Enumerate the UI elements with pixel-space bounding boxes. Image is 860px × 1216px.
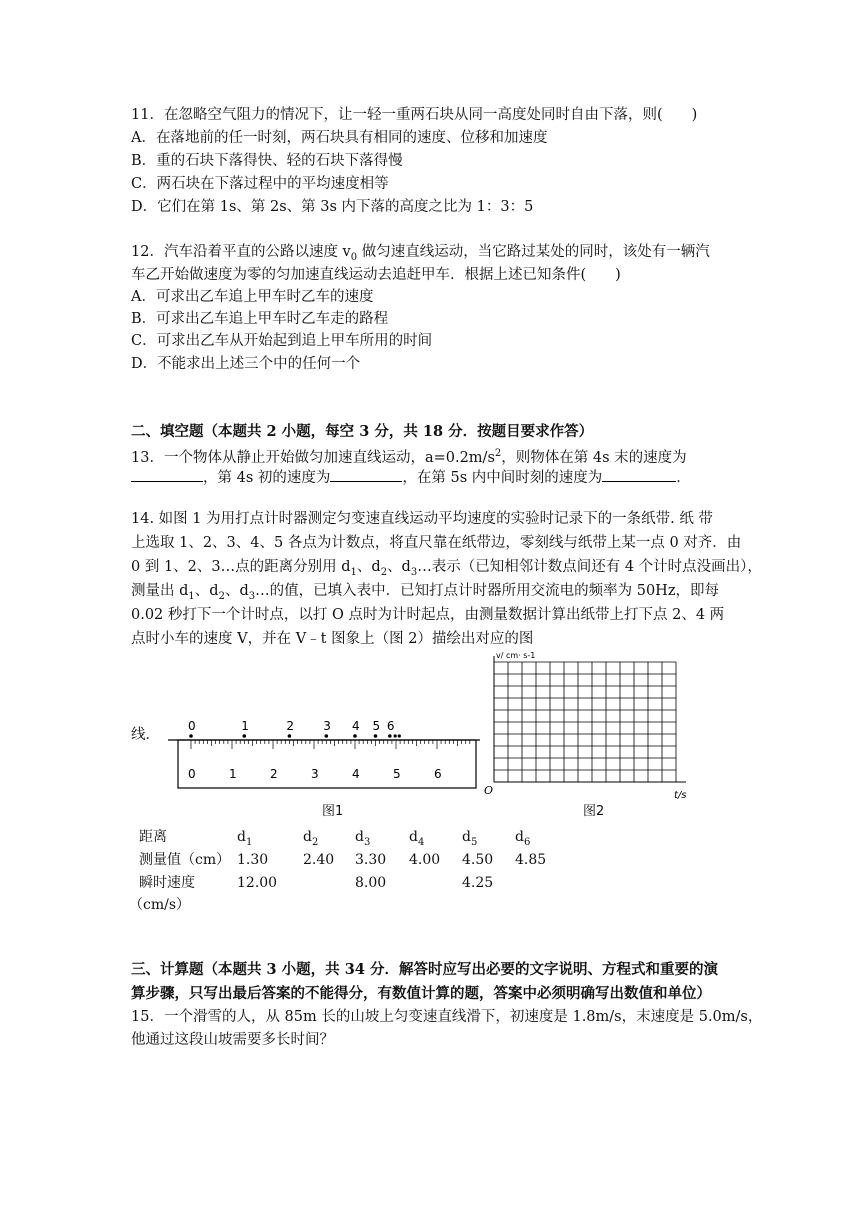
q11-option-c: C．两石块在下落过程中的平均速度相等 [131,176,389,192]
q14-text: 、d [224,583,249,599]
q13-text: 13．一个物体从静止开始做匀加速直线运动，a=0.2m/s [131,449,495,466]
table-row-label-speed: 瞬时速度 [139,875,195,891]
q14-text: 、d [194,583,219,599]
q14-text: 0 到 1、2、3…点的距离分别用 d [131,559,351,575]
q14-text: 、d [356,559,381,575]
q12-option-d: D．不能求出上述三个中的任何一个 [131,356,361,372]
ruler-label: 0 [188,767,196,781]
table-cell-measured: 3.30 [355,852,387,868]
q13-text: ． [676,470,691,486]
q15-line2: 他通过这段山坡需要多长时间？ [131,1032,334,1048]
tape-dot [374,734,378,738]
ruler-label: 5 [393,767,401,781]
q14-text: …的值，已填入表中．已知打点计时器所用交流电的频率为 50Hz，即每 [255,583,719,599]
q12-v-subscript: 0 [350,251,358,263]
tape-point-label: 1 [241,719,249,733]
q13-superscript: 2 [494,448,502,459]
q15-line1: 15．一个滑雪的人，从 85m 长的山坡上匀变速直线滑下，初速度是 1.8m/s，末速度是 5.0m/s， [131,1009,763,1025]
ruler-label: 6 [434,767,442,781]
ruler-outline [178,740,476,788]
q13-text: ，在第 5s 内中间时刻的速度为 [402,470,603,486]
table-row-label-speed-unit: （cm/s） [129,897,191,913]
answer-blank[interactable] [330,467,402,482]
q12-stem-text: 12．汽车沿着平直的公路以速度 v [131,244,351,260]
figure1-tape-ruler [168,712,480,792]
tape-dot [398,734,401,737]
q14-line7: 线． [131,727,160,743]
q11-option-b: B．重的石块下落得快、轻的石块下落得慢 [131,153,403,169]
q14-subscript: 3 [248,590,256,602]
tape-point-label: 4 [352,719,360,733]
q12-option-c: C．可求出乙车从开始起到追上甲车所用的时间 [131,333,433,349]
table-cell-measured: 1.30 [237,852,269,868]
q12-stem-text: 做匀速直线运动，当它路过某处的同时，该处有一辆汽 [357,244,710,260]
q14-subscript: 2 [218,590,225,602]
tape-point-label: 2 [286,719,295,733]
table-header-subscript: 1 [245,836,253,848]
table-header-distance: 距离 [139,829,167,845]
q14-line6: 点时小车的速度 V，并在 V﹣t 图象上（图 2）描绘出对应的图 [131,631,534,647]
figure2-origin-label: O [484,784,494,797]
ruler-label: 1 [229,767,237,781]
section3-title-line1: 三、计算题（本题共 3 小题，共 34 分．解答时应写出必要的文字说明、方程式和重要的演 [131,961,718,978]
q13-text: ，第 4s 初的速度为 [203,470,331,486]
table-cell-speed: 12.00 [237,875,278,891]
tape-point-label: 3 [323,719,331,733]
tape-point-label: 0 [188,719,196,733]
table-cell-measured: 4.00 [409,852,441,868]
tape-point-label: 5 [372,719,381,733]
ruler-label: 3 [311,767,319,781]
tape-dot [243,734,247,738]
figure2-caption: 图2 [583,804,605,819]
section2-title: 二、填空题（本题共 2 小题，每空 3 分，共 18 分．按题目要求作答） [131,423,594,440]
q14-text: 测量出 d [131,583,189,599]
table-header-d5: $d_5$ [462,829,478,848]
tape-dot [325,734,329,738]
q14-text: …表示（已知相邻计数点间还有 4 个计时点没画出）， [417,559,762,575]
table-cell-measured: 2.40 [303,852,335,868]
q14-line2: 上选取 1、2、3、4、5 各点为计数点，将直尺靠在纸带边，零刻线与纸带上某一点 0 对齐．由 [131,535,742,551]
ruler-label: 4 [352,767,360,781]
q13-line1 [131,443,687,469]
ruler-label: 2 [270,767,278,781]
q12-option-b: B．可求出乙车追上甲车时乙车走的路程 [131,311,389,327]
figure2-vt-grid [480,648,700,808]
q11-stem: 11．在忽略空气阻力的情况下，让一轻一重两石块从同一高度处同时自由下落，则( ) [131,107,698,123]
answer-blank[interactable] [602,467,676,482]
figure1-caption: 图1 [322,804,344,819]
tape-dot [353,734,357,738]
answer-blank[interactable] [131,467,203,482]
table-cell-measured: 4.85 [515,852,547,868]
tape-dot [388,734,392,738]
q11-option-d: D．它们在第 1s、第 2s、第 3s 内下落的高度之比为 1：3：5 [131,199,534,215]
figure2-x-axis-label: t/s [674,790,687,801]
table-header-subscript: 3 [363,836,371,848]
table-header-d1: $d_1$ [237,829,253,848]
q13-line2 [131,467,691,489]
q14-line5: 0.02 秒打下一个计时点，以打 O 点时为计时起点，由测量数据计算出纸带上打下点 2、4 两 [131,607,725,623]
q11-option-a: A．在落地前的任一时刻，两石块具有相同的速度、位移和加速度 [131,130,548,146]
table-header-d3: $d_3$ [355,829,371,848]
tape-dot [189,734,193,738]
tape-point-label: 6 [386,719,395,733]
table-cell-measured: 4.50 [462,852,494,868]
q13-text: ，则物体在第 4s 末的速度为 [501,449,687,466]
table-header-subscript: 2 [311,836,319,848]
tape-dot [394,734,397,737]
table-cell-speed: 4.25 [462,875,494,891]
tape-dot [288,734,292,738]
table-row-label-measured: 测量值（cm） [139,852,231,868]
q12-option-a: A．可求出乙车追上甲车时乙车的速度 [131,289,374,305]
q14-subscript: 1 [188,590,195,602]
figure2-y-axis-label: v/ cm· s-1 [496,651,536,660]
q14-subscript: 3 [410,566,418,578]
q14-line1: 14. 如图 1 为用打点计时器测定匀变速直线运动平均速度的实验时记录下的一条纸带. 纸 带 [131,511,713,527]
q14-text: 、d [387,559,411,575]
table-header-d2: $d_2$ [303,829,319,848]
section3-title-line2: 算步骤，只写出最后答案的不能得分，有数值计算的题，答案中必须明确写出数值和单位） [131,985,711,1002]
q12-stem-line2: 车乙开始做速度为零的匀加速直线运动去追赶甲车．根据上述已知条件( ) [131,267,621,283]
table-header-d4: $d_4$ [409,829,425,848]
table-header-d6: $d_6$ [515,829,531,848]
q14-subscript: 2 [380,566,388,578]
table-cell-speed: 8.00 [355,875,387,891]
q14-subscript: 1 [350,566,357,578]
